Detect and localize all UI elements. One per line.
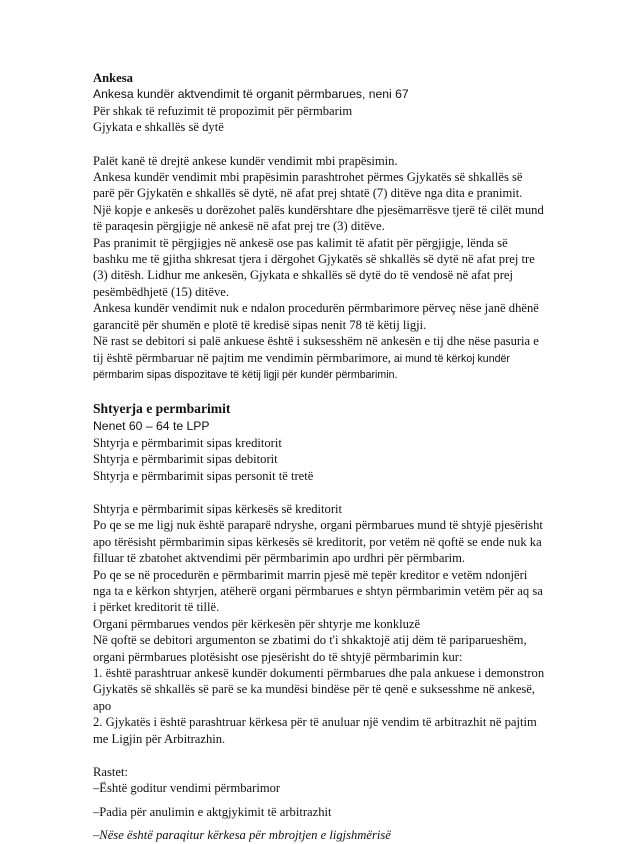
text-line: Një kopje e ankesës u dorëzohet palës kundërshtare dhe pjesëmarrësve tjerë të cilët mund: [93, 202, 544, 217]
text-line: Pas pranimit të përgjigjes në ankesë ose pas kalimit të afatit për përgjigje, lënda së: [93, 235, 508, 250]
text-line: apo: [93, 698, 112, 713]
serif-fragment: tij është përmbaruar në pajtim me vendimin përmbarimore,: [93, 350, 391, 365]
list-item: Shtyrja e përmbarimit sipas personit të tretë: [93, 468, 314, 483]
text-line-mixed: [93, 350, 578, 367]
text-line: Po qe se në procedurën e përmbarimit marrin pjesë më tepër kreditor e vetëm ndonjëri: [93, 567, 528, 582]
section-rastet: [93, 764, 578, 844]
text-line: Gjykata e shkallës së dytë: [93, 120, 224, 135]
text-line: (3) ditësh. Lidhur me ankesën, Gjykata e shkallës së dytë do të vendosë në afat prej: [93, 268, 514, 283]
text-line: Po qe se me ligj nuk është paraparë ndryshe, organi përmbarues mund të shtyjë pjesërisht: [93, 518, 543, 533]
text-line: 1. është parashtruar ankesë kundër dokumenti përmbarues dhe pala ankuese i demonstron: [93, 666, 545, 680]
text-line: Organi përmbarues vendos për kërkesën për shtyrje me konkluzë: [93, 616, 421, 631]
sans-fragment: ai mund të kërkoj kundër: [390, 352, 510, 365]
text-line: pesëmbëdhjetë (15) ditëve.: [93, 284, 230, 299]
text-line: 2. Gjykatës i është parashtruar kërkesa për të anuluar një vendim të arbitrazhit në pajtim: [93, 715, 537, 730]
section-title: Rastet:: [93, 765, 128, 780]
text-line: përmbarim sipas dispozitave të këtij ligji për kundër përmbarimin.: [93, 368, 398, 381]
text-line: bashku me të gjitha shkresat tjera i dërgohet Gjykatës së shkallës së dytë në afat prej tre: [93, 252, 535, 267]
text-line: Palët kanë të drejtë ankese kundër vendimit mbi prapësimin.: [93, 153, 398, 168]
list-item: Shtyrja e përmbarimit sipas kreditorit: [93, 435, 282, 450]
text-line: Në qoftë se debitori argumenton se zbatimi do t'i shkaktojë atij dëm të pariparueshëm,: [93, 633, 527, 648]
text-line: Në rast se debitori si palë ankuese është i suksesshëm në ankesën e tij dhe nëse pasuria e: [93, 334, 539, 349]
section-shtyerja: [93, 400, 578, 484]
section-title: Ankesa: [93, 71, 133, 85]
section-ankesa: [93, 70, 578, 136]
text-line: organi përmbarues plotësisht ose pjesërisht do të shtyjë përmbarimin kur:: [93, 649, 463, 664]
paragraph-block: [93, 501, 578, 747]
list-item: Shtyrja e përmbarimit sipas debitorit: [93, 452, 278, 467]
text-line: Ankesa kundër vendimit mbi prapësimin parashtrohet përmes Gjykatës së shkallës së: [93, 170, 523, 185]
list-item: –Është goditur vendimi përmbarimor: [93, 781, 281, 796]
section-title: Shtyerja e permbarimit: [93, 401, 231, 417]
text-line: apo tërësisht përmbarimin sipas kërkesës së kreditorit, por vetëm në qoftë se ende nuk ka: [93, 534, 542, 549]
text-line: nga ta e kërkon shtyrjen, atëherë organi përmbarues e shtyn përmbarimin vetëm për aq sa: [93, 583, 543, 598]
paragraph-block: [93, 153, 578, 384]
text-line: me Ligjin për Arbitrazhin.: [93, 731, 226, 746]
text-line: Për shkak të refuzimit të propozimit për përmbarim: [93, 103, 353, 118]
text-line: të paraqesin përgjigje në ankesë në afat prej tre (3) ditëve.: [93, 219, 385, 234]
text-line: Shtyrja e përmbarimit sipas kërkesës së kreditorit: [93, 501, 343, 516]
section-subtitle: Nenet 60 – 64 te LPP: [93, 419, 210, 434]
text-line: garancitë për shumën e plotë të kredisë sipas nenit 78 të këtij ligji.: [93, 317, 427, 332]
list-item: –Nëse është paraqitur kërkesa për mbrojtjen e ligjshmërisë: [93, 828, 391, 843]
text-line: i përket kreditorit të tillë.: [93, 600, 220, 615]
text-line: Gjykatës së shkallës së parë se ka mundësi bindëse për të qenë e suksesshme në ankesë,: [93, 682, 536, 697]
text-line: filluar të zbatohet aktvendimi për përmbarimin apo urdhri për përmbarim.: [93, 551, 466, 566]
text-line: parë për Gjykatën e shkallës së dytë, në afat prej shtatë (7) ditëve nga dita e pranimit.: [93, 186, 523, 201]
section-subtitle: Ankesa kundër aktvendimit të organit përmbarues, neni 67: [93, 87, 409, 102]
text-line: Ankesa kundër vendimit nuk e ndalon procedurën përmbarimore përveç nëse janë dhënë: [93, 301, 539, 316]
list-item: –Padia për anulimin e aktgjykimit të arbitrazhit: [93, 804, 332, 819]
